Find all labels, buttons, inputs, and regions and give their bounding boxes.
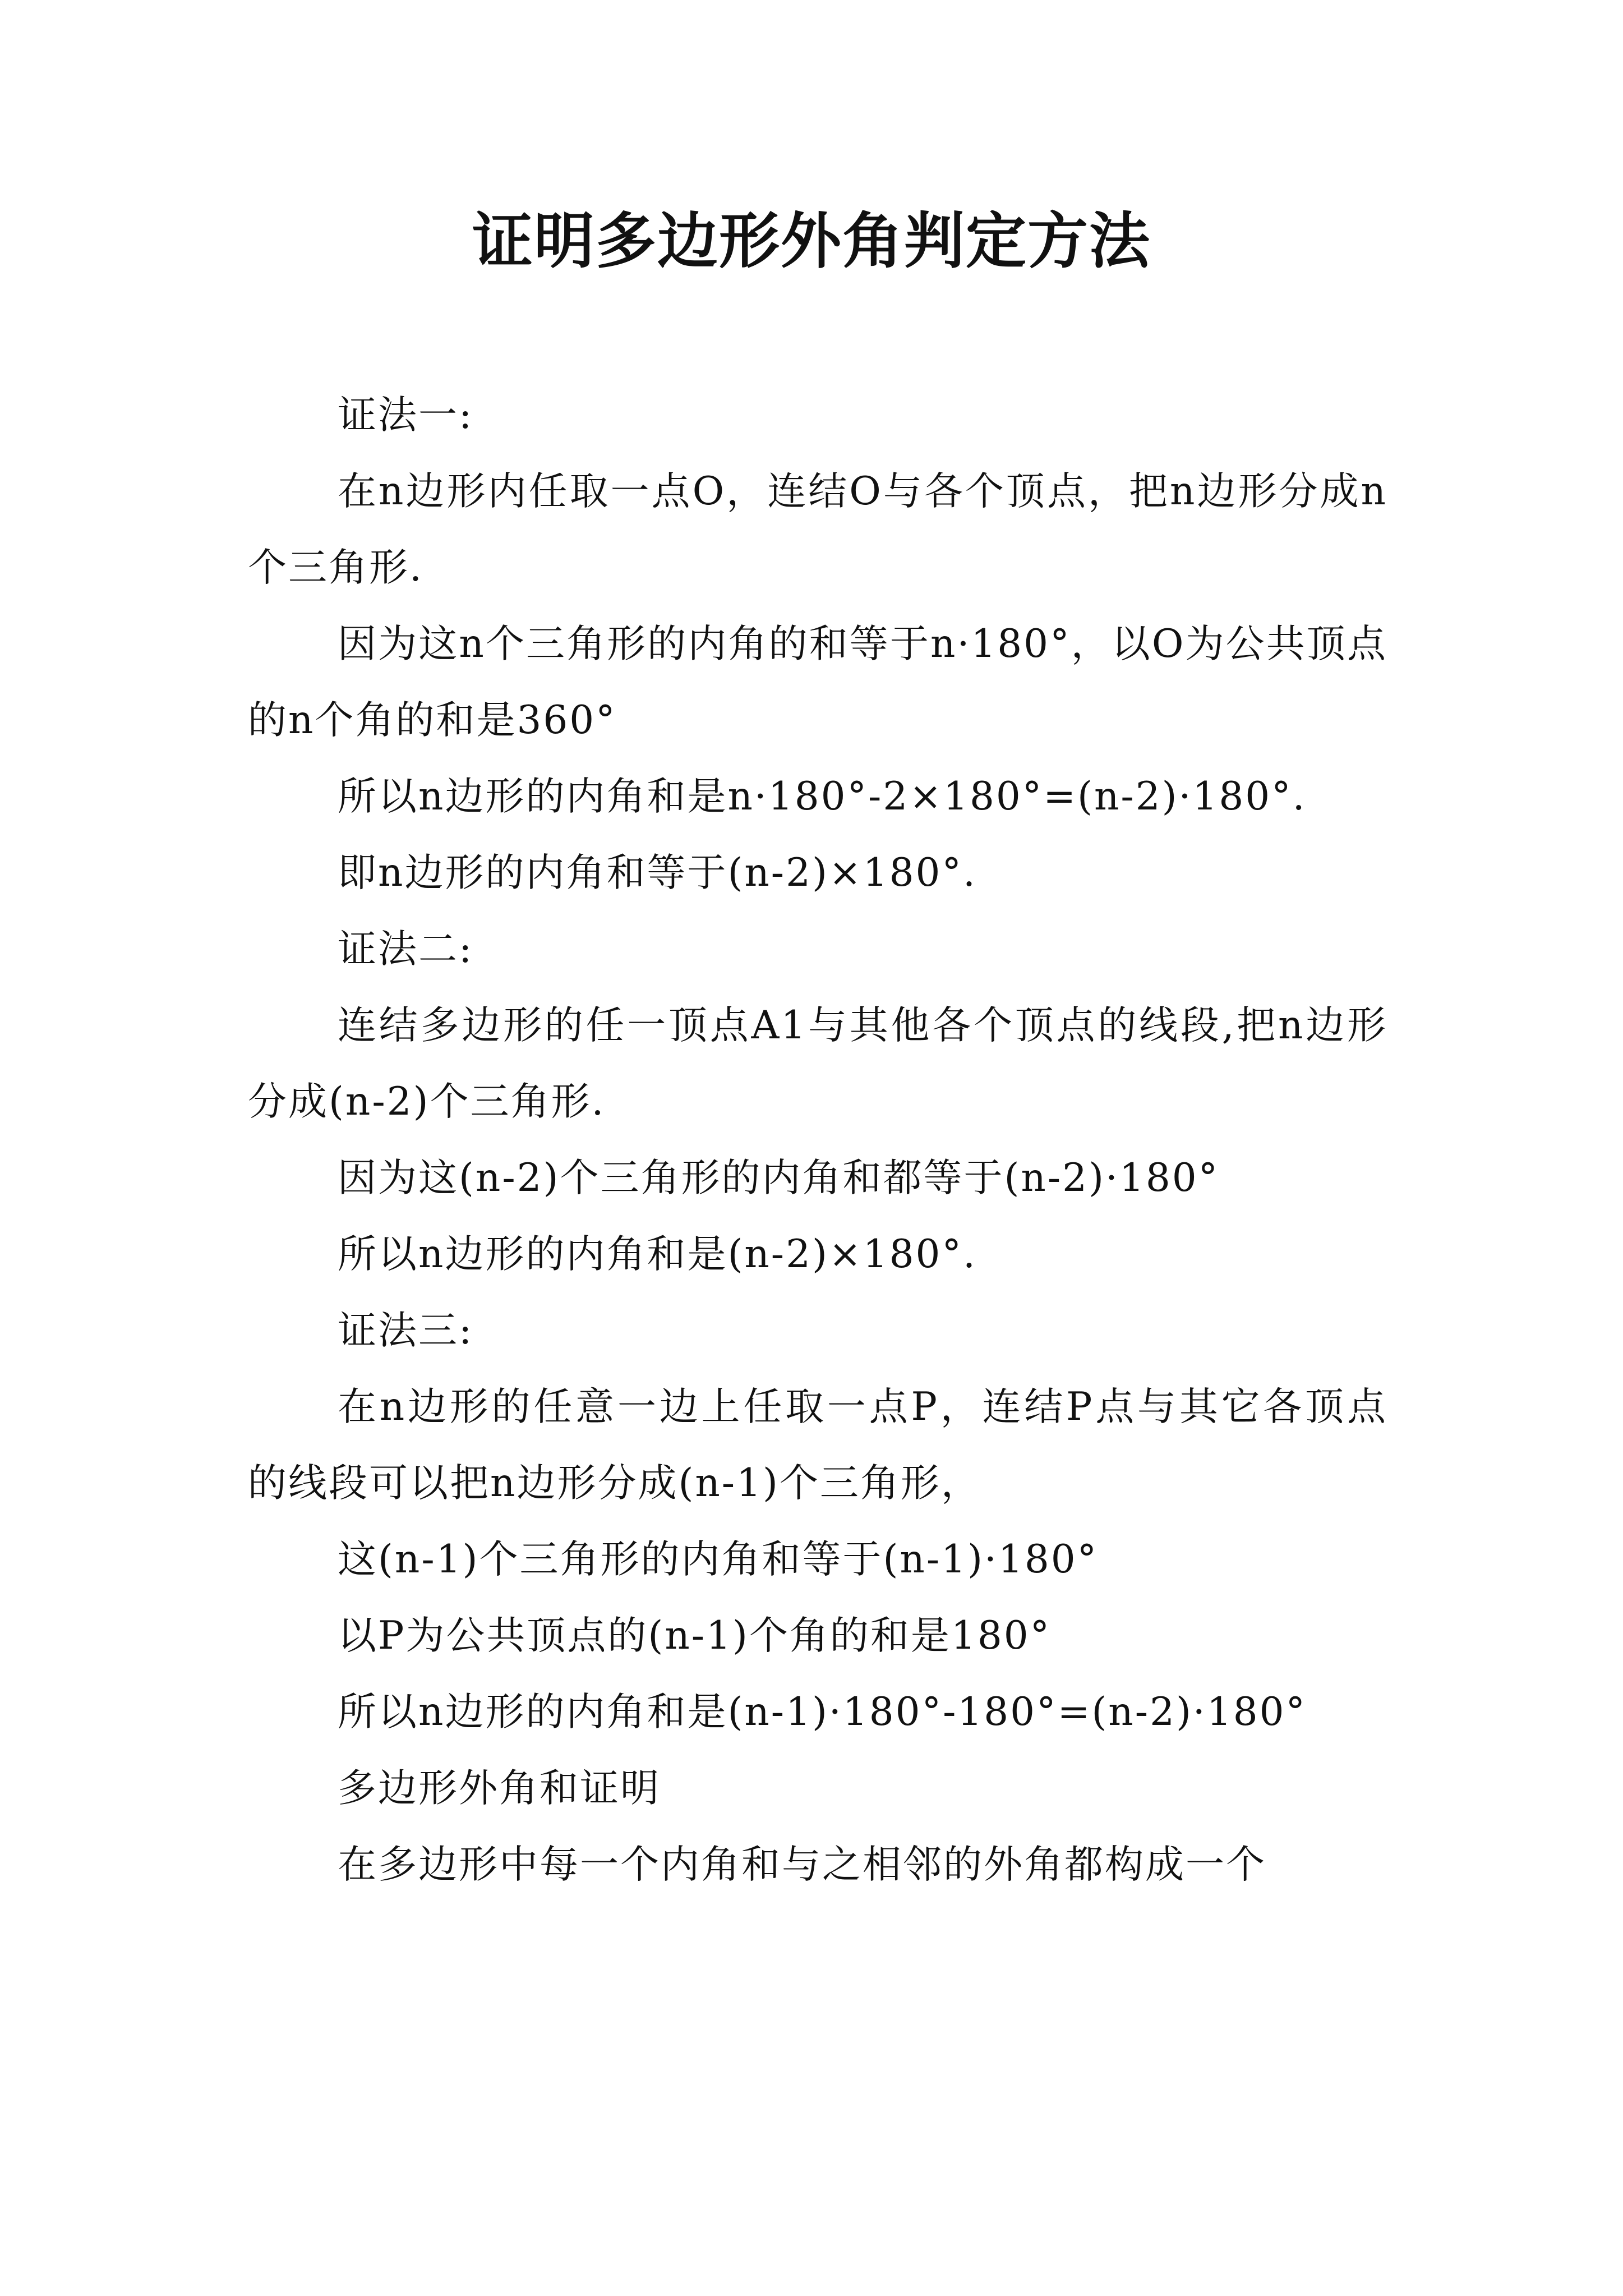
paragraph-proof-2-heading: 证法二: [338, 927, 474, 972]
paragraph: 所以n边形的内角和是(n-2)×180°. [338, 1232, 977, 1277]
paragraph: 这(n-1)个三角形的内角和等于(n-1)·180° [338, 1537, 1099, 1582]
paragraph: 在n边形内任取一点O，连结O与各个顶点，把n边形分成n个三角形. [248, 469, 1387, 590]
paragraph: 即n边形的内角和等于(n-2)×180°. [338, 850, 977, 895]
paragraph: 以P为公共顶点的(n-1)个角的和是180° [338, 1613, 1052, 1658]
paragraph: 在n边形的任意一边上任取一点P，连结P点与其它各顶点的线段可以把n边形分成(n-1)个三角形， [248, 1384, 1387, 1506]
paragraph-proof-3-heading: 证法三: [338, 1308, 474, 1353]
paragraph: 所以n边形的内角和是n·180°-2×180°=(n-2)·180°. [338, 774, 1307, 819]
paragraph: 因为这n个三角形的内角的和等于n·180°，以O为公共顶点的n个角的和是360° [248, 622, 1387, 743]
document-title: 证明多边形外角判定方法 [472, 206, 1151, 277]
paragraph: 因为这(n-2)个三角形的内角和都等于(n-2)·180° [338, 1156, 1220, 1200]
paragraph: 连结多边形的任一顶点A1与其他各个顶点的线段,把n边形分成(n-2)个三角形. [248, 1003, 1387, 1124]
paragraph-section-heading: 多边形外角和证明 [338, 1766, 661, 1811]
paragraph: 所以n边形的内角和是(n-1)·180°-180°=(n-2)·180° [338, 1690, 1307, 1734]
document-body [248, 377, 1387, 1903]
paragraph: 在多边形中每一个内角和与之相邻的外角都构成一个 [338, 1842, 1266, 1887]
paragraph-proof-1-heading: 证法一: [338, 393, 474, 438]
